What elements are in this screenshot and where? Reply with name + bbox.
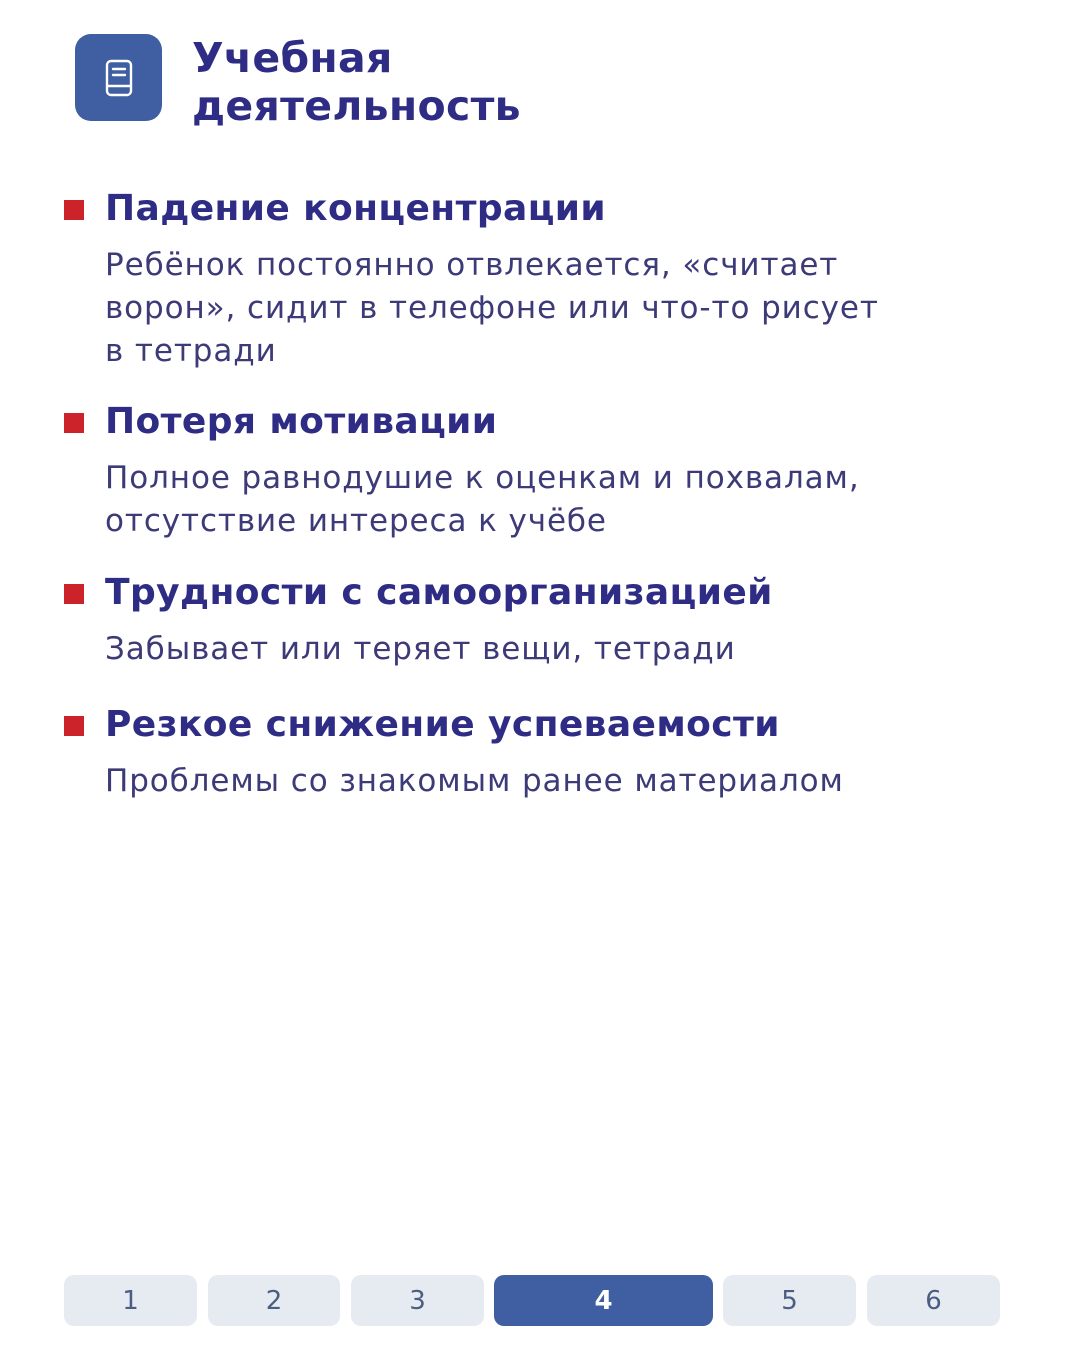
page-title-line-2: деятельность [192,82,521,130]
item-description [105,760,955,803]
item-description-line: Полное равнодушие к оценкам и похвалам, [105,460,860,496]
item-description-line: отсутствие интереса к учёбе [105,503,607,539]
item-description-line: Забывает или теряет вещи, тетради [105,631,736,667]
list-item [64,183,1024,373]
page-title [192,34,521,130]
page-button-3[interactable]: 3 [351,1275,484,1326]
item-description-line: в тетради [105,333,277,369]
bullet-marker [64,584,84,604]
page-button-5[interactable]: 5 [723,1275,856,1326]
book-icon [75,34,162,121]
item-description [105,457,955,543]
item-title: Потеря мотивации [105,401,498,442]
bullet-marker [64,200,84,220]
item-description [105,628,955,671]
page-button-4-active[interactable]: 4 [494,1275,713,1326]
symptom-list [64,183,1024,803]
page-title-line-1: Учебная [192,34,393,82]
item-description [105,244,955,373]
list-item [64,396,1024,543]
bullet-marker [64,413,84,433]
header [75,34,521,130]
pagination [64,1275,1000,1326]
list-item [64,699,1024,803]
item-description-line: ворон», сидит в телефоне или что-то рисует [105,290,879,326]
item-description-line: Проблемы со знакомым ранее материалом [105,763,844,799]
list-item [64,567,1024,671]
bullet-marker [64,716,84,736]
page-button-1[interactable]: 1 [64,1275,197,1326]
item-title: Трудности с самоорганизацией [105,572,773,613]
item-description-line: Ребёнок постоянно отвлекается, «считает [105,247,839,283]
item-title: Падение концентрации [105,188,607,229]
item-title: Резкое снижение успеваемости [105,704,780,745]
page-button-2[interactable]: 2 [208,1275,340,1326]
page-button-6[interactable]: 6 [867,1275,1000,1326]
